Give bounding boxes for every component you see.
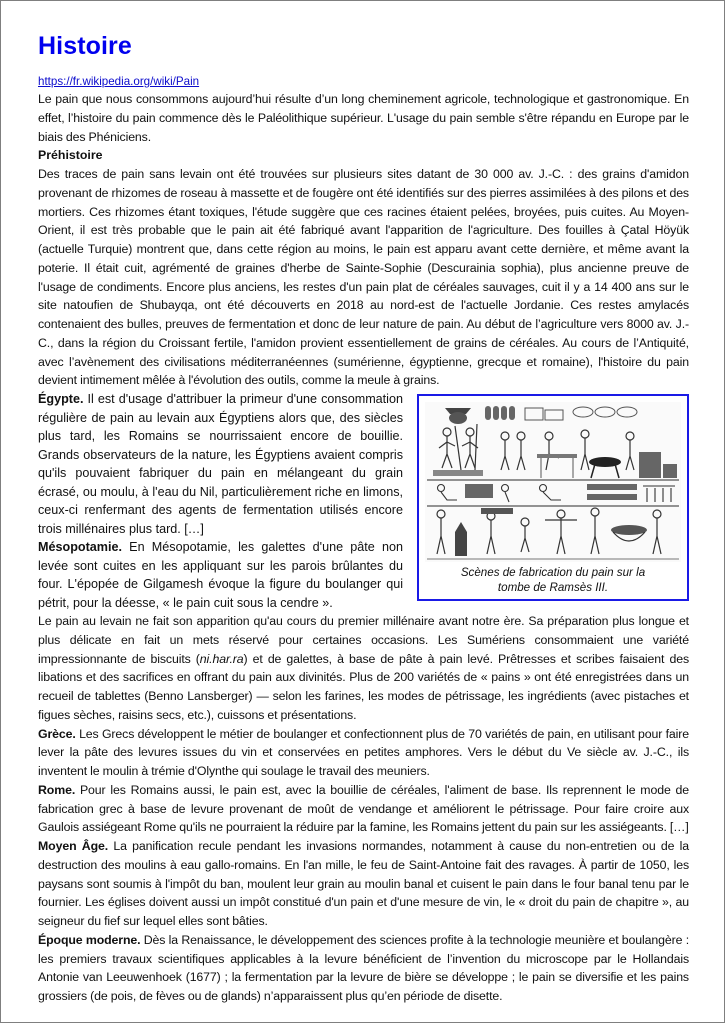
mesopotamia-lead: Mésopotamie. — [38, 540, 122, 554]
figure-ramses-tomb — [417, 394, 689, 601]
modern-era-paragraph — [38, 931, 689, 1006]
modern-era-lead: Époque moderne. — [38, 932, 141, 947]
source-link[interactable]: https://fr.wikipedia.org/wiki/Pain — [38, 75, 200, 88]
greece-text: Les Grecs développent le métier de boulanger et confectionnent plus de 70 variétés de pain, en utilisant pour faire lever la pâte des levures issues du vin et conservées en petites amphores. Vers le début du Ve siècle av. J.-C., ils inventent le moulin à trémie d'Olynthe qui soulage le travail des meuniers. — [38, 726, 689, 778]
intro-paragraph: Le pain que nous consommons aujourd’hui résulte d’un long cheminement agricole, technologique et gastronomique. En effet, l’histoire du pain commence dès le Paléolithique supérieur. L'usage du pain semble s'être répandu en Europe par le biais des Phéniciens. — [38, 92, 689, 144]
figure-caption-line-1: Scènes de fabrication du pain sur la — [460, 566, 646, 579]
middle-ages-text: La panification recule pendant les invasions normandes, notamment à cause du non-entretien ou de la destruction des moulins à eau gallo-romains. En l'an mille, le feu de Saint-Antoine fait des ravages. À partir de 1050, les paysans sont soumis à l'impôt du ban, moulent leur grain au moulin banal et cuisent le pain dans le four banal tenu par le fournier. Les églises doivent aussi un impôt constitué d'un pain et d'une mesure de vin, le « droit du pain de chapitre », au seigneur du fief sur lequel elles sont bâties. — [38, 839, 689, 928]
egyptian-bread-scene-image — [425, 402, 681, 562]
section-heading-prehistory: Préhistoire — [38, 148, 103, 163]
greece-paragraph — [38, 725, 689, 781]
levain-paragraph — [38, 612, 689, 725]
rome-paragraph — [38, 781, 689, 837]
modern-era-text: Dès la Renaissance, le développement des sciences profite à la technologie meunière et boulangère : les premiers travaux scientifiques applicables à la levure bénéficient de l’invention du microscope par le Hollandais Antonie van Leeuwenhoek (1677) ; la fermentation par la levure de bière se développe ; le pain se diversifie et les pains grossiers (de pois, de fèves ou de glands) n’apparaissent plus qu’en période de disette. — [38, 932, 689, 1003]
egypt-mesopotamia-block — [38, 390, 689, 612]
greece-lead: Grèce. — [38, 726, 76, 741]
egypt-text: Il est d'usage d'attribuer la primeur d'une consommation régulière de pain au levain aux Égyptiens alors que, des siècles plus tard, les Romains se nourrissaient encore de bouillie. Grands observateurs de la nature, les Égyptiens avaient compris qu'ils pouvaient fabriquer du pain en mélangeant du grain écrasé, ou moulu, à l'eau du Nil, particulièrement riche en limons, ceux-ci renfermant des agents de fermentation utilisés encore trois millénaires plus tard. […] — [38, 392, 403, 536]
mesopotamia-text: En Mésopotamie, les galettes d'une pâte non levée sont cuites en les appliquant sur les parois brûlantes du four. L'épopée de Gilgamesh évoque la figure du boulanger qui pétrit, pour la déesse, « le pain cuit sous la cendre ». — [38, 540, 403, 610]
middle-ages-paragraph — [38, 837, 689, 931]
prehistory-paragraph: Des traces de pain sans levain ont été trouvées sur plusieurs sites datant de 30 000 av. J.-C. : des grains d'amidon provenant de rhizomes de roseau à massette et de fougère ont été identifiés sur des pierres assimilées à des pilons et des mortiers. Ces rhizomes étant toxiques, l'étude suggère que ces racines étaient pelées, broyées, puis cuites. Au Moyen-Orient, il est très probable que le pain ait été fabriqué avant l'apparition de l'agriculture. Des fouilles à Çatal Höyük (actuelle Turquie) montrent que, dans cette région au moins, le pain est apparu avant cette dernière, et même avant la poterie. Il était cuit, agrémenté de graines d'herbe de Sainte-Sophie (Descurainia sophia), plus ancienne preuve de l'usage de condiments. Encore plus anciens, les restes d'un pain plat de céréales sauvages, cuit il y a 14 400 ans sur le site natoufien de Shubayqa, ont été découverts en 2018 au nord-est de l'actuelle Jordanie. Ces restes amylacés contenaient des bulles, preuves de fermentation et donc de leur nature de pain. Au début de l’agriculture vers 8000 av. J.-C., dans la région du Croissant fertile, l'amidon provient essentiellement de grains de céréales. Au cours de l’Antiquité, avec l’avènement des civilisations méditerranéennes (sumérienne, égyptienne, grecque et romaine), l'histoire du pain devient intimement mêlée à l'évolution des outils, comme la meule à grains. — [38, 167, 689, 388]
levain-italic-term: ni.har.ra — [199, 651, 244, 666]
page-title: Histoire — [38, 32, 132, 60]
levain-text-before: Le pain au levain ne fait son apparition qu'au cours du premier millénaire avant notre ère. Sa préparation plus longue et plus délicate en fait un mets réservé pour certaines occasions. Les Sumériens consommaient une variété impressionnante de biscuits ( — [38, 614, 689, 666]
levain-text-after: ) et de galettes, à base de pâte à pain levé. Prêtresses et scribes faisaient des libations et des sacrifices en offrant du pain aux divinités. Plus de 200 variétés de « pains » ont été enregistrées dans un recueil de tablettes (Benno Lansberger) — selon les farines, les modes de pétrissage, les ingrédients (avec pistaches et figues sèches, raisins secs, etc.), cuissons et présentations. — [38, 651, 690, 722]
rome-lead: Rome. — [38, 782, 76, 797]
figure-caption-line-2: tombe de Ramsès III. — [497, 581, 609, 594]
rome-text: Pour les Romains aussi, le pain est, avec la bouillie de céréales, l'aliment de base. Ils reprennent le mode de fabrication grec à base de levure provenant de moût de vendange et améliorent le pétrissage. Pour faire croire aux Gaulois assiégeant Rome qu'ils ne pourraient la réduire par la famine, les Romains jettent du pain sur les assiégeants. […] — [38, 782, 689, 835]
egypt-lead: Égypte. — [38, 392, 84, 406]
middle-ages-lead: Moyen Âge. — [38, 839, 109, 853]
figure-caption — [425, 565, 681, 595]
